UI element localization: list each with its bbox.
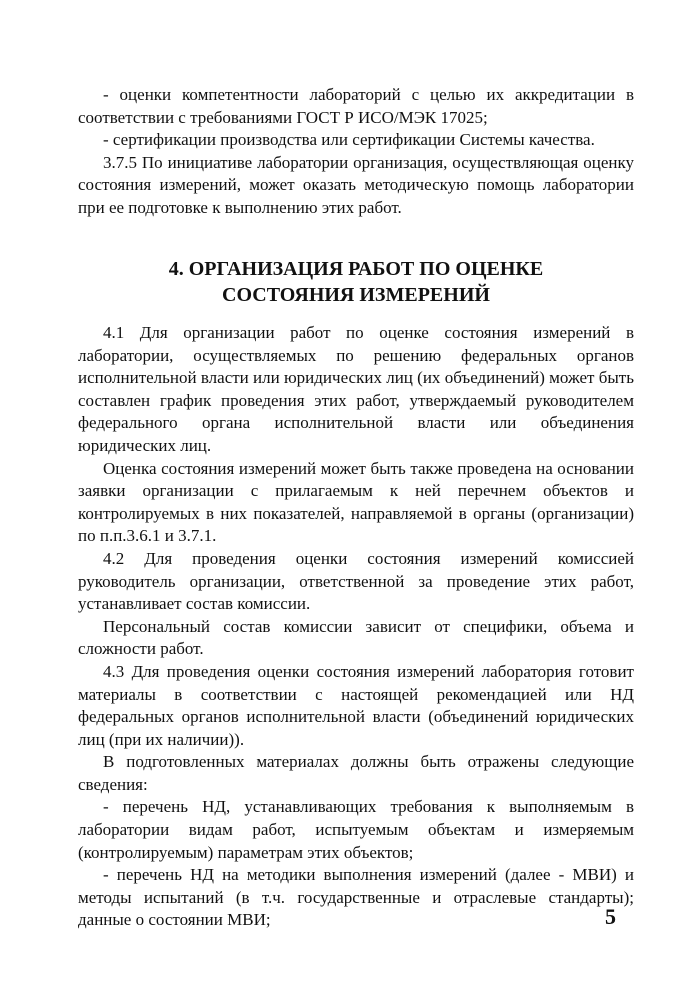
clause-3-7-5: 3.7.5 По инициативе лаборатории организация, осуществляющая оценку состояния измерений, может оказать методическую помощь лаборатории при ее подготовке к выполнению этих работ. bbox=[78, 152, 634, 217]
clause-4-3: 4.3 Для проведения оценки состояния измерений лаборатория готовит материалы в соответствии с настоящей рекомендацией или НД федеральных органов исполнительной власти (объединений юридических лиц (при их наличии)). bbox=[78, 661, 634, 749]
section-heading-line-2: СОСТОЯНИЯ ИЗМЕРЕНИЙ bbox=[222, 284, 490, 306]
clause-4-2: 4.2 Для проведения оценки состояния измерений комиссией руководитель организации, ответственной за проведение этих работ, устанавливает состав комиссии. bbox=[78, 548, 634, 614]
bullet-certification: - сертификации производства или сертификации Системы качества. bbox=[103, 130, 595, 150]
section-heading bbox=[78, 256, 634, 308]
clause-4-1: 4.1 Для организации работ по оценке состояния измерений в лаборатории, осуществляемых по решению федеральных органов исполнительной власти или юридических лиц (их объединений) может быть составлен график проведения этих работ, утверждаемый руководителем федерального органа исполнительной власти или объединения юридических лиц. bbox=[78, 323, 634, 455]
page-number: 5 bbox=[605, 904, 616, 929]
paragraph-assessment-request: Оценка состояния измерений может быть также проведена на основании заявки организации с прилагаемым к ней перечнем объектов и контролируемых в них показателей, направляемой в органы (организации) по п.п.3.6.1 и 3.7.1. bbox=[78, 458, 634, 546]
bullet-mvi-list: - перечень НД на методики выполнения измерений (далее - МВИ) и методы испытаний (в т.ч. государственные и отраслевые стандарты); данные о состоянии МВИ; bbox=[78, 865, 634, 930]
intro-text-block bbox=[78, 84, 634, 220]
section-heading-line-1: 4. ОРГАНИЗАЦИЯ РАБОТ ПО ОЦЕНКЕ bbox=[168, 258, 544, 280]
paragraph-materials-intro: В подготовленных материалах должны быть отражены следующие сведения: bbox=[78, 752, 634, 794]
bullet-nd-list: - перечень НД, устанавливающих требования к выполняемым в лаборатории видам работ, испытуемым объектам и измеряемым (контролируемым) параметрам этих объектов; bbox=[78, 797, 634, 862]
section-body bbox=[78, 322, 634, 932]
bullet-lab-competence: - оценки компетентности лабораторий с целью их аккредитации в соответствии с требованиями ГОСТ Р ИСО/МЭК 17025; bbox=[78, 85, 634, 127]
paragraph-commission-composition: Персональный состав комиссии зависит от специфики, объема и сложности работ. bbox=[78, 616, 634, 659]
